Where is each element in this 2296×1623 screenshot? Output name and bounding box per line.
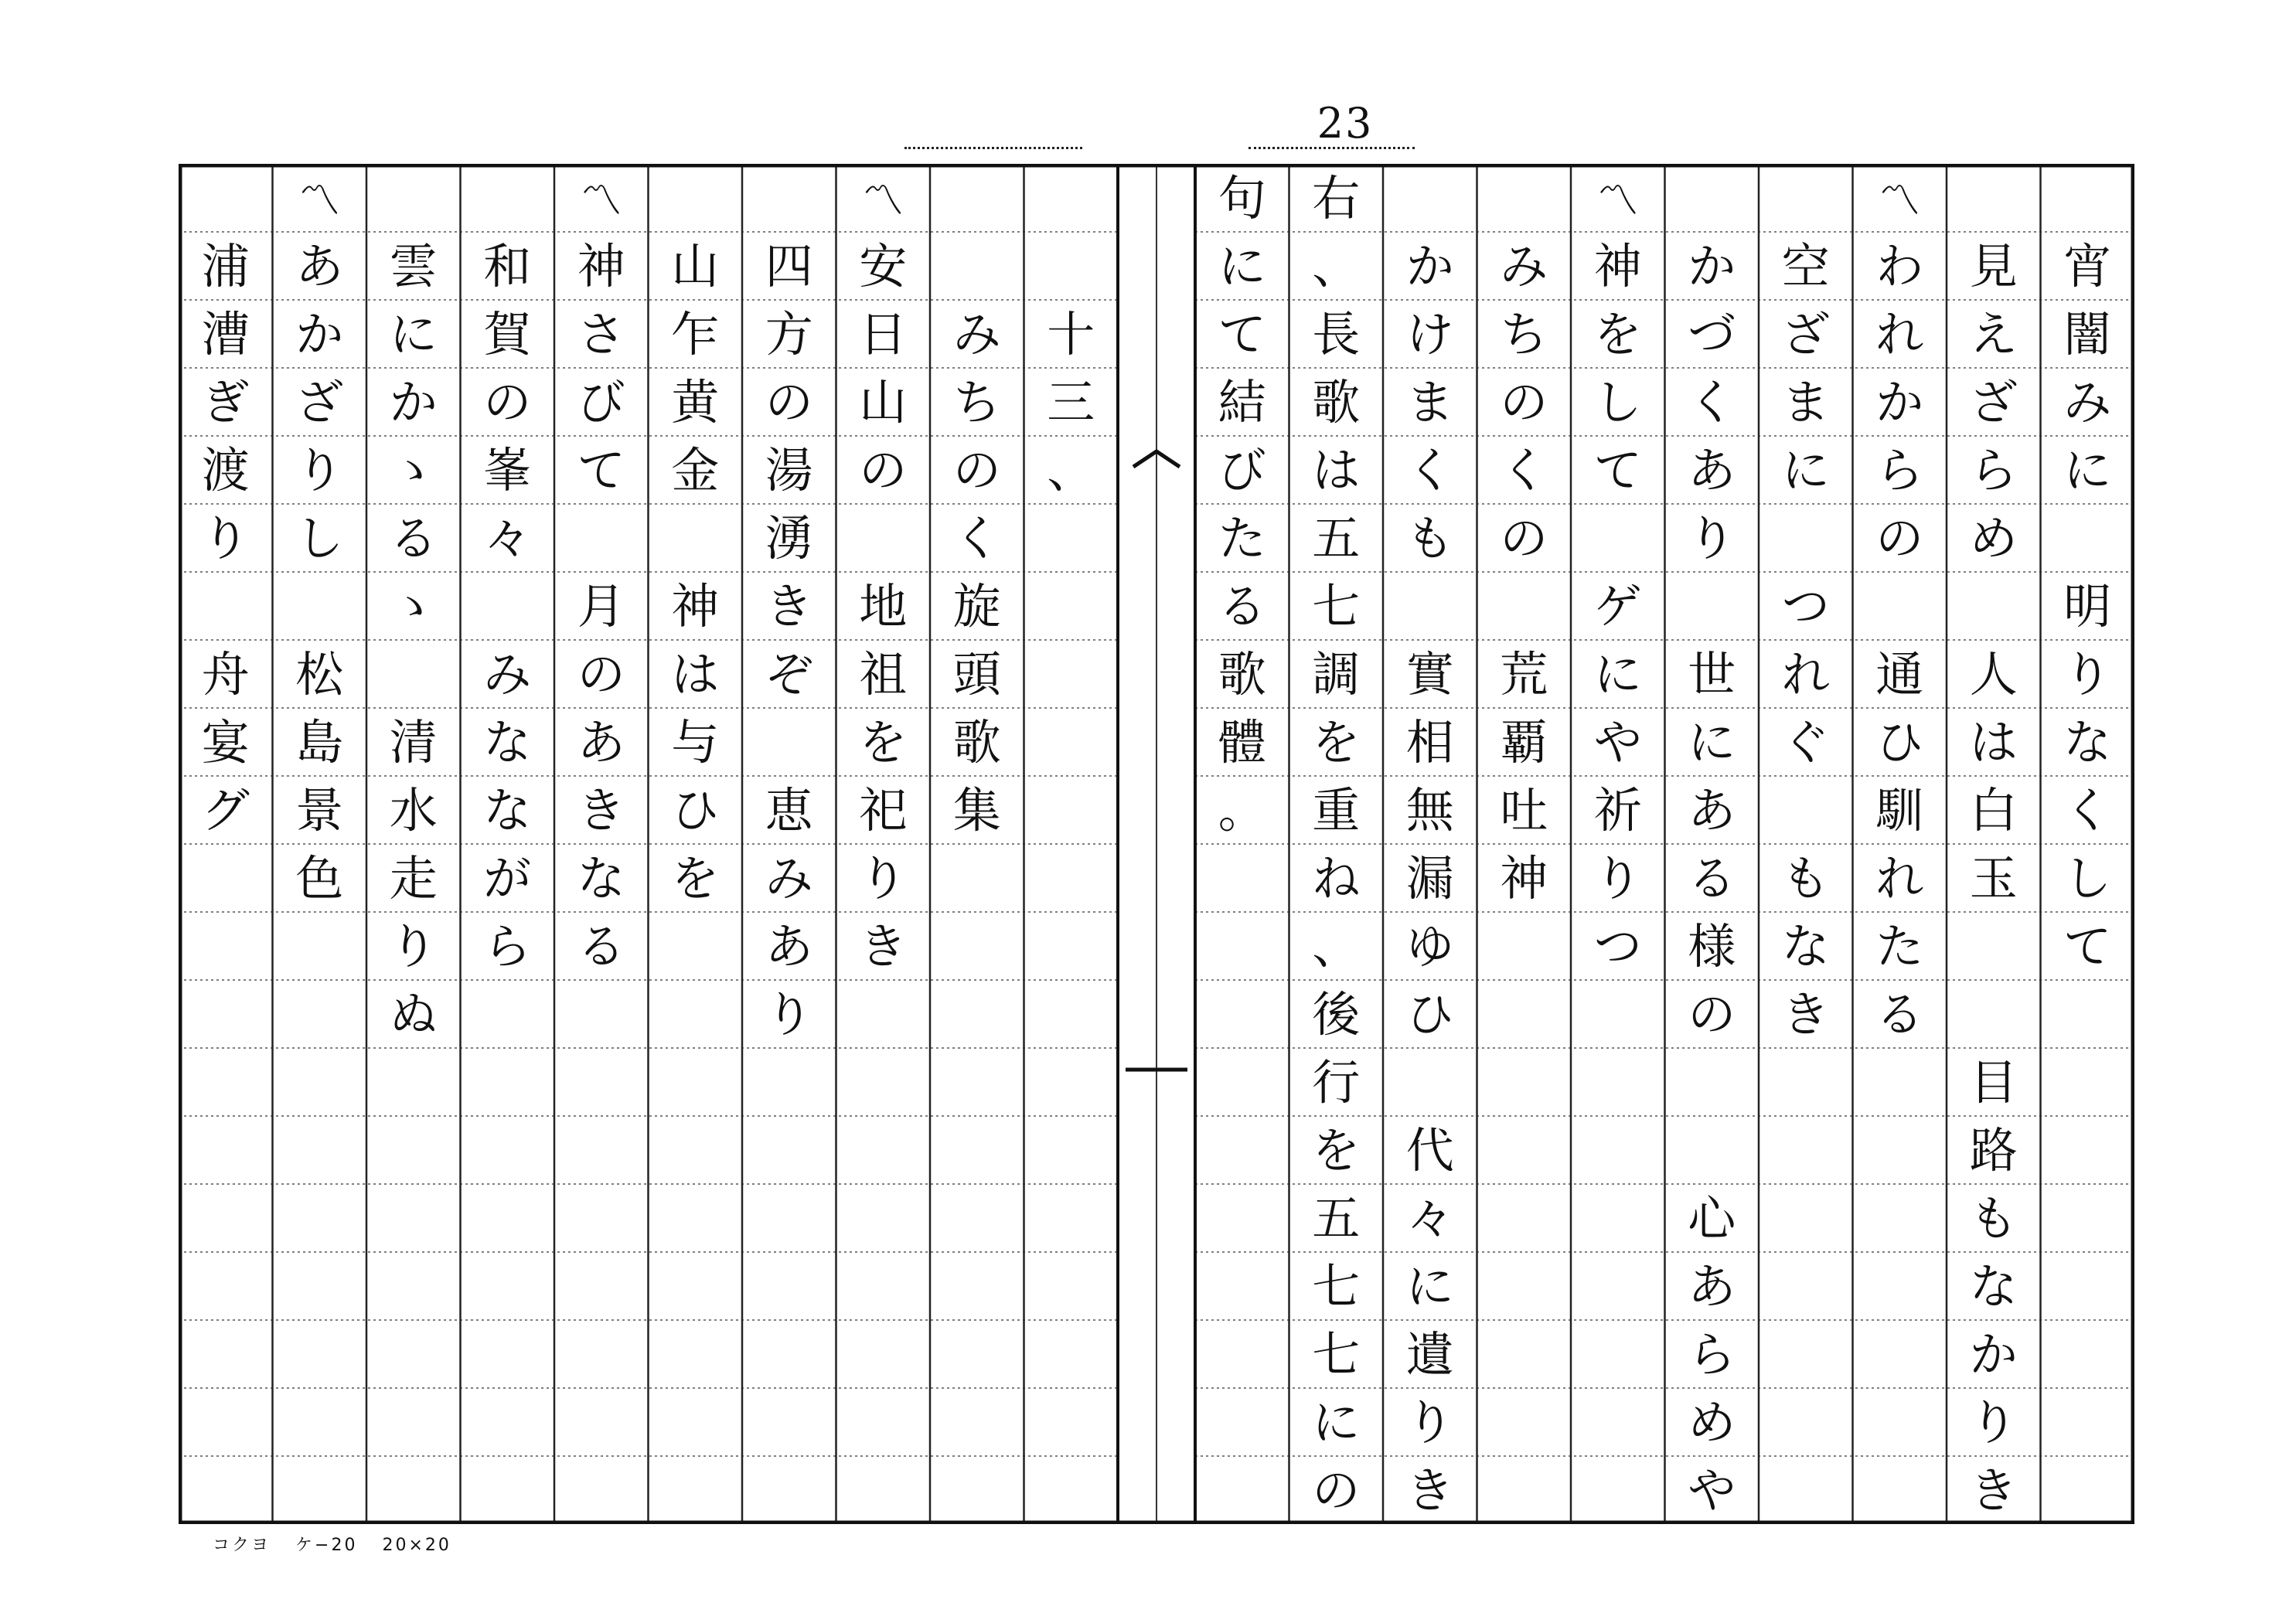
footer-brand: コクヨ (213, 1536, 271, 1555)
manuscript-char: り (2063, 646, 2112, 703)
manuscript-char: 七 (1312, 578, 1361, 635)
manuscript-char: 島 (295, 714, 344, 771)
manuscript-char: ぐ (1781, 714, 1830, 771)
manuscript-char: 〽 (298, 176, 341, 225)
manuscript-char: み (2063, 374, 2112, 430)
manuscript-char: き (859, 918, 908, 975)
manuscript-char: る (1688, 850, 1736, 907)
manuscript-char: か (1688, 238, 1736, 294)
manuscript-char: え (1969, 306, 2018, 362)
manuscript-char: り (1688, 510, 1736, 567)
manuscript-char: ね (1312, 850, 1361, 907)
manuscript-char: 漕 (201, 306, 250, 362)
manuscript-char: 歌 (1218, 646, 1266, 703)
manuscript-char: り (295, 442, 344, 498)
manuscript-char: て (1593, 442, 1642, 498)
manuscript-char: な (1781, 918, 1830, 975)
manuscript-char: 馴 (1875, 782, 1924, 839)
manuscript-char: も (1781, 850, 1830, 907)
manuscript-char: 々 (483, 510, 532, 567)
manuscript-char: 頭 (952, 646, 1001, 703)
manuscript-char: 四 (765, 238, 813, 294)
manuscript-char: 目 (1969, 1054, 2018, 1111)
manuscript-char: 、 (1312, 238, 1361, 294)
manuscript-char: に (1218, 238, 1266, 294)
manuscript-char: 集 (952, 782, 1001, 839)
manuscript-char: 歌 (1312, 374, 1361, 430)
manuscript-char: 神 (1593, 238, 1642, 294)
manuscript-char: 三 (1047, 374, 1095, 430)
manuscript-char: 體 (1218, 714, 1266, 771)
manuscript-char: 遺 (1405, 1326, 1454, 1383)
manuscript-char: も (1969, 1190, 2018, 1247)
manuscript-char: 通 (1875, 646, 1924, 703)
page-number-line-right (1248, 147, 1415, 149)
manuscript-char: み (1500, 238, 1548, 294)
page-number-line-left (904, 147, 1082, 149)
manuscript-char: 〽 (862, 176, 904, 225)
manuscript-char: ぬ (389, 986, 438, 1043)
manuscript-char: 雲 (389, 238, 438, 294)
manuscript-char: 和 (483, 238, 532, 294)
manuscript-char: ひ (1875, 714, 1924, 771)
manuscript-char: き (1781, 986, 1830, 1043)
manuscript-char: 〽 (580, 176, 622, 225)
manuscript-char: み (765, 850, 813, 907)
manuscript-char: り (1593, 850, 1642, 907)
manuscript-char: く (2063, 782, 2112, 839)
manuscript-char: 神 (671, 578, 720, 635)
manuscript-char: 句 (1218, 170, 1266, 226)
manuscript-char: り (1969, 1394, 2018, 1451)
manuscript-char: 漏 (1405, 850, 1454, 907)
manuscript-char: れ (1875, 306, 1924, 362)
manuscript-char: あ (1688, 782, 1736, 839)
manuscript-char: あ (1688, 1258, 1736, 1315)
manuscript-char: つ (1781, 578, 1830, 635)
manuscript-char: の (1688, 986, 1736, 1043)
manuscript-char: ら (483, 918, 532, 975)
manuscript-char: て (577, 442, 625, 498)
manuscript-char: ゝ (389, 442, 438, 498)
manuscript-char: 重 (1312, 782, 1361, 839)
manuscript-char: に (1593, 646, 1642, 703)
manuscript-char: し (1593, 374, 1642, 430)
page-number: 23 (1317, 99, 1374, 148)
manuscript-char: れ (1875, 850, 1924, 907)
manuscript-char: 實 (1405, 646, 1454, 703)
manuscript-char: り (765, 986, 813, 1043)
manuscript-char: れ (1781, 646, 1830, 703)
manuscript-char: ひ (1405, 986, 1454, 1043)
footer-model: ケ−20 (295, 1536, 358, 1555)
manuscript-char: 吐 (1500, 782, 1548, 839)
manuscript-char: は (1312, 442, 1361, 498)
manuscript-char: ら (1875, 442, 1924, 498)
manuscript-char: わ (1875, 238, 1924, 294)
manuscript-char: ま (1405, 374, 1454, 430)
manuscript-char: を (1593, 306, 1642, 362)
manuscript-char: 右 (1312, 170, 1361, 226)
manuscript-char: な (577, 850, 625, 907)
manuscript-char: 松 (295, 646, 344, 703)
manuscript-char: し (295, 510, 344, 567)
manuscript-char: 心 (1688, 1190, 1736, 1247)
manuscript-char: け (1405, 306, 1454, 362)
manuscript-char: み (483, 646, 532, 703)
manuscript-char: 〽 (1596, 176, 1639, 225)
manuscript-char: 世 (1688, 646, 1736, 703)
footer-format: 20×20 (382, 1536, 451, 1555)
manuscript-char: 荒 (1500, 646, 1548, 703)
manuscript-char: 日 (859, 306, 908, 362)
manuscript-char: 闇 (2063, 306, 2112, 362)
manuscript-char: 五 (1312, 1190, 1361, 1247)
manuscript-char: 安 (859, 238, 908, 294)
manuscript-char: 行 (1312, 1054, 1361, 1111)
manuscript-char: ゆ (1405, 918, 1454, 975)
manuscript-char: 方 (765, 306, 813, 362)
manuscript-char: に (389, 306, 438, 362)
manuscript-char: び (1218, 442, 1266, 498)
manuscript-char: の (483, 374, 532, 430)
manuscript-char: 。 (1218, 782, 1266, 839)
manuscript-char: 歌 (952, 714, 1001, 771)
manuscript-char: を (1312, 714, 1361, 771)
manuscript-char: 金 (671, 442, 720, 498)
manuscript-char: 黄 (671, 374, 720, 430)
manuscript-char: み (952, 306, 1001, 362)
manuscript-char: か (1405, 238, 1454, 294)
manuscript-char: 山 (859, 374, 908, 430)
manuscript-char: 祖 (859, 646, 908, 703)
manuscript-char: 十 (1047, 306, 1095, 362)
manuscript-char: ひ (671, 782, 720, 839)
manuscript-char: 清 (389, 714, 438, 771)
manuscript-char: を (671, 850, 720, 907)
manuscript-char: 舟 (201, 646, 250, 703)
manuscript-char: や (1593, 714, 1642, 771)
manuscript-char: く (1500, 442, 1548, 498)
manuscript-char: 五 (1312, 510, 1361, 567)
manuscript-char: ざ (1969, 374, 2018, 430)
manuscript-char: 様 (1688, 918, 1736, 975)
manuscript-char: 渡 (201, 442, 250, 498)
manuscript-char: 色 (295, 850, 344, 907)
manuscript-char: た (1218, 510, 1266, 567)
manuscript-char: 代 (1405, 1122, 1454, 1179)
manuscript-char: に (1688, 714, 1736, 771)
manuscript-char: の (1312, 1462, 1361, 1519)
manuscript-char: 七 (1312, 1326, 1361, 1383)
manuscript-char: 峯 (483, 442, 532, 498)
manuscript-char: 〽 (1879, 176, 1921, 225)
manuscript-char: な (483, 782, 532, 839)
manuscript-char: 与 (671, 714, 720, 771)
manuscript-char: 、 (1047, 442, 1095, 498)
manuscript-char: 空 (1781, 238, 1830, 294)
manuscript-char: 長 (1312, 306, 1361, 362)
manuscript-char: 玉 (1969, 850, 2018, 907)
manuscript-char: あ (1688, 442, 1736, 498)
manuscript-char: ざ (295, 374, 344, 430)
manuscript-char: ま (1781, 374, 1830, 430)
manuscript-char: ら (1688, 1326, 1736, 1383)
manuscript-char: を (859, 714, 908, 771)
manuscript-char: し (2063, 850, 2112, 907)
manuscript-char: 七 (1312, 1258, 1361, 1315)
manuscript-char: に (2063, 442, 2112, 498)
manuscript-char: り (859, 850, 908, 907)
manuscript-char: き (1969, 1462, 2018, 1519)
manuscript-char: ゝ (389, 578, 438, 635)
manuscript-char: る (1218, 578, 1266, 635)
manuscript-char: 地 (859, 578, 908, 635)
manuscript-char: て (2063, 918, 2112, 975)
manuscript-char: 後 (1312, 986, 1361, 1043)
manuscript-char: く (1688, 374, 1736, 430)
manuscript-char: ら (1969, 442, 2018, 498)
manuscript-char: 旋 (952, 578, 1001, 635)
manuscript-char: の (1875, 510, 1924, 567)
manuscript-char: ゲ (1593, 578, 1642, 635)
manuscript-char: に (1312, 1394, 1361, 1451)
manuscript-char: 景 (295, 782, 344, 839)
manuscript-char: ち (952, 374, 1001, 430)
manuscript-char: な (483, 714, 532, 771)
manuscript-char: 無 (1405, 782, 1454, 839)
manuscript-char: き (577, 782, 625, 839)
manuscript-char: が (483, 850, 532, 907)
manuscript-char: さ (577, 306, 625, 362)
manuscript-char: の (1500, 510, 1548, 567)
manuscript-char: や (1688, 1462, 1736, 1519)
manuscript-char: の (859, 442, 908, 498)
manuscript-char: ぎ (201, 374, 250, 430)
manuscript-char: 祀 (859, 782, 908, 839)
manuscript-char: る (1875, 986, 1924, 1043)
manuscript-char: び (577, 374, 625, 430)
manuscript-char: 明 (2063, 578, 2112, 635)
manuscript-char: 覇 (1500, 714, 1548, 771)
manuscript-char: あ (577, 714, 625, 771)
manuscript-char: 白 (1969, 782, 2018, 839)
manuscript-char: あ (765, 918, 813, 975)
manuscript-char: め (1969, 510, 2018, 567)
manuscript-char: な (2063, 714, 2112, 771)
manuscript-char: の (952, 442, 1001, 498)
manuscript-char: 湯 (765, 442, 813, 498)
manuscript-char: か (295, 306, 344, 362)
manuscript-char: 水 (389, 782, 438, 839)
manuscript-char: 神 (577, 238, 625, 294)
manuscript-char: 乍 (671, 306, 720, 362)
manuscript-char: り (201, 510, 250, 567)
manuscript-char: く (1405, 442, 1454, 498)
manuscript-char: 湧 (765, 510, 813, 567)
manuscript-char: 、 (1312, 918, 1361, 975)
manuscript-char: の (1500, 374, 1548, 430)
manuscript-char: 宴 (201, 714, 250, 771)
manuscript-char: 賀 (483, 306, 532, 362)
manuscript-char: り (389, 918, 438, 975)
manuscript-char: ぞ (765, 646, 813, 703)
manuscript-char: あ (295, 238, 344, 294)
manuscript-char: 見 (1969, 238, 2018, 294)
manuscript-char: な (1969, 1258, 2018, 1315)
manuscript-char: き (765, 578, 813, 635)
manuscript-char: 走 (389, 850, 438, 907)
manuscript-char: き (1405, 1462, 1454, 1519)
manuscript-char: ち (1500, 306, 1548, 362)
manuscript-char: 山 (671, 238, 720, 294)
manuscript-sheet (179, 164, 2134, 1524)
manuscript-char: に (1405, 1258, 1454, 1315)
manuscript-char: り (1405, 1394, 1454, 1451)
manuscript-char: づ (1688, 306, 1736, 362)
manuscript-char: ざ (1781, 306, 1830, 362)
manuscript-char: る (577, 918, 625, 975)
manuscript-char: 月 (577, 578, 625, 635)
manuscript-char: の (577, 646, 625, 703)
manuscript-char: か (1875, 374, 1924, 430)
manuscript-char: か (1969, 1326, 2018, 1383)
manuscript-char: に (1781, 442, 1830, 498)
manuscript-char: た (1875, 918, 1924, 975)
paper-footer (213, 1532, 468, 1556)
manuscript-char: の (765, 374, 813, 430)
manuscript-char: も (1405, 510, 1454, 567)
manuscript-char: 調 (1312, 646, 1361, 703)
manuscript-char: を (1312, 1122, 1361, 1179)
manuscript-char: 々 (1405, 1190, 1454, 1247)
manuscript-char: 恵 (765, 782, 813, 839)
manuscript-char: 人 (1969, 646, 2018, 703)
manuscript-char: 浦 (201, 238, 250, 294)
manuscript-char: 神 (1500, 850, 1548, 907)
manuscript-char: つ (1593, 918, 1642, 975)
manuscript-char: 路 (1969, 1122, 2018, 1179)
manuscript-char: く (952, 510, 1001, 567)
manuscript-char: は (1969, 714, 2018, 771)
manuscript-char: め (1688, 1394, 1736, 1451)
manuscript-char: は (671, 646, 720, 703)
manuscript-char: 相 (1405, 714, 1454, 771)
manuscript-char: 祈 (1593, 782, 1642, 839)
manuscript-char: て (1218, 306, 1266, 362)
manuscript-char: か (389, 374, 438, 430)
manuscript-char: グ (201, 782, 250, 839)
manuscript-char: る (389, 510, 438, 567)
manuscript-char: 結 (1218, 374, 1266, 430)
manuscript-char: 宵 (2063, 238, 2112, 294)
manuscript-grid (179, 164, 2134, 1524)
